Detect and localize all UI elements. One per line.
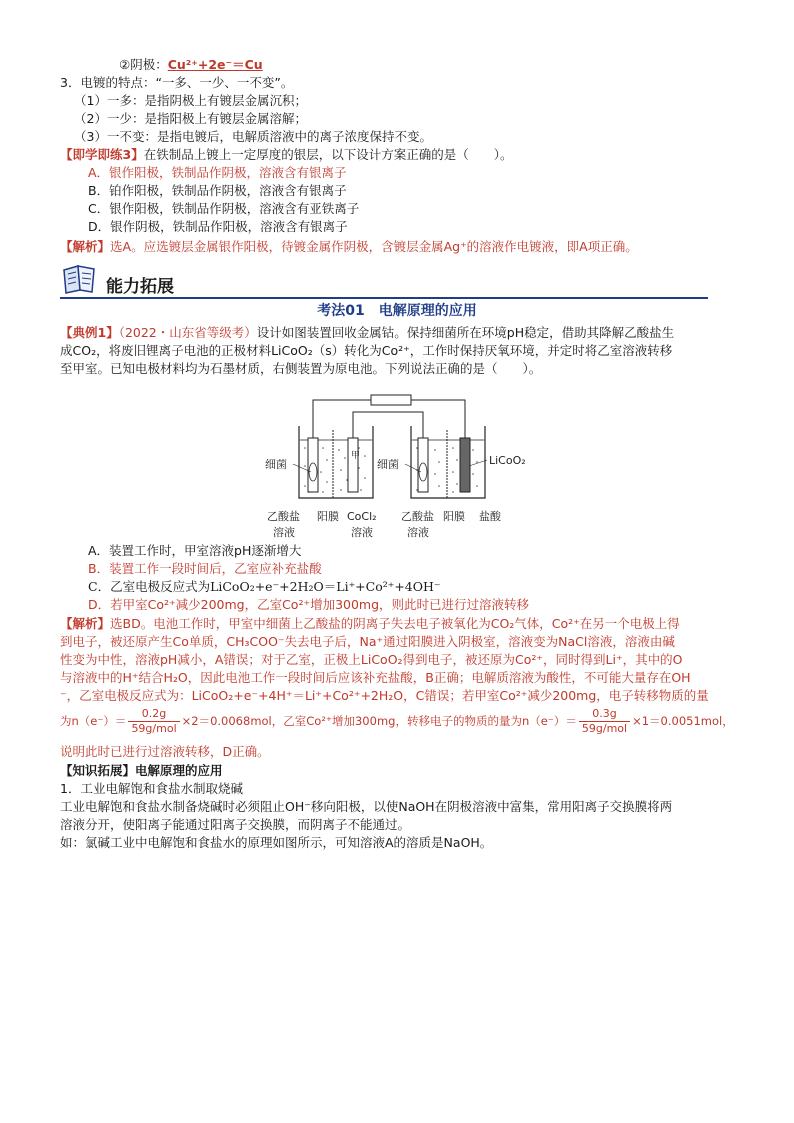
left-electrode-2 (348, 438, 361, 492)
knowledge-p3: 溶液分开，使阳离子能通过阳离子交换膜，而阴离子不能通过。 (60, 817, 411, 832)
exercise-option-d: D．银作阴极，铁制品作阳极，溶液含有银离子 (88, 219, 348, 234)
exercise-tag: 【即学即练3】 (60, 147, 144, 162)
example-stem-1: 设计如图装置回收金属钴。保持细菌所在环境pH稳定，借助其降解乙酸盐生 (256, 325, 675, 340)
solution-line-3: 性变为中性，溶液pH减小，A错误；对于乙室，正极上LiCoO₂得到电子，被还原为Co²⁺，同时得到Li⁺，其中的O (60, 652, 683, 667)
exercise-analysis-line (60, 238, 638, 256)
solution-line-5: ⁻，乙室电极反应式为：LiCoO₂+e⁻+4H⁺＝Li⁺+Co²⁺+2H₂O，C错误；若甲室Co²⁺减少200mg，电子转移物质的量 (60, 688, 709, 703)
feature-1: （1）一多：是指阴极上有镀层金属沉积； (74, 93, 307, 108)
exercise-stem: 在铁制品上镀上一定厚度的银层，以下设计方案正确的是（ ）。 (143, 147, 513, 162)
knowledge-title: 【知识拓展】电解原理的应用 (60, 763, 223, 778)
solution-line-2: 到电子，被还原产生Co单质，CH₃COO⁻失去电子后，Na⁺通过阳膜进入阴极室，溶液变为NaCl溶液，溶液由碱 (60, 634, 675, 649)
fraction-1-denominator: 59g/mol (131, 722, 177, 735)
resistor (371, 395, 411, 405)
label-membrane-right: 阳膜 (443, 510, 465, 523)
example-option-b: B．装置工作一段时间后，乙室应补充盐酸 (88, 561, 322, 576)
book-icon (60, 262, 100, 296)
fraction-2-numerator: 0.3g (579, 707, 630, 722)
solution-line-1 (60, 615, 680, 633)
exercise-option-b: B．铂作阳极，铁制品作阴极，溶液含有银离子 (88, 183, 347, 198)
label-membrane-left: 阳膜 (317, 510, 339, 523)
label-cocl2-solution: 溶液 (351, 526, 373, 539)
solution-text-1: 选BD。电池工作时，甲室中细菌上乙酸盐的阴离子失去电子被氧化为CO₂气体，Co²⁺在另一个电极上得 (110, 616, 680, 631)
example-tag: 【典例1】 (60, 325, 119, 340)
exercise-option-a: A．银作阳极，铁制品作阴极，溶液含有银离子 (88, 165, 347, 180)
fraction-1-numerator: 0.2g (128, 707, 179, 722)
section-title: 能力拓展 (106, 277, 174, 297)
section-divider (60, 297, 708, 299)
example-stem-line-3: 至甲室。已知电极材料均为石墨材质，右侧装置为原电池。下列说法正确的是（ ）。 (60, 361, 542, 376)
solution-line-6 (60, 705, 734, 737)
cathode-label: ②阴极： (119, 57, 168, 72)
solution-line-7: 说明此时已进行过溶液转移，D正确。 (60, 744, 270, 759)
solution-line-4: 与溶液中的H⁺结合H₂O，因此电池工作一段时间后应该补充盐酸，B正确；电解质溶液为酸性，不可能大量存在OH (60, 670, 691, 685)
example-stem-line-1 (60, 324, 674, 342)
label-acetate-right: 乙酸盐 (401, 510, 434, 523)
example-option-a: A．装置工作时，甲室溶液pH逐渐增大 (88, 543, 302, 558)
example-stem-line-2: 成CO₂，将废旧锂离子电池的正极材料LiCoO₂（s）转化为Co²⁺，工作时保持厌氧环境，并定时将乙室溶液转移 (60, 343, 673, 358)
electrolysis-apparatus-diagram (255, 386, 555, 542)
solution-text-6b: ×2＝0.0068mol，乙室Co²⁺增加300mg，转移电子的物质的量为n（e⁻）＝ (181, 714, 577, 728)
fraction-1 (128, 707, 179, 736)
example-source: （2022・山东省等级考） (118, 325, 257, 340)
example-option-d: D．若甲室Co²⁺减少200mg，乙室Co²⁺增加300mg，则此时已进行过溶液转移 (88, 597, 530, 612)
exercise-stem-line (60, 146, 512, 164)
fraction-2-denominator: 59g/mol (581, 722, 628, 735)
exercise-option-c: C．银作阳极，铁制品作阴极，溶液含有亚铁离子 (88, 201, 360, 216)
cathode-line (119, 56, 263, 74)
feature-2: （2）一少：是指阳极上有镀层金属溶解； (74, 111, 307, 126)
feature-title: 3．电镀的特点：“一多、一少、一不变”。 (60, 75, 294, 90)
label-acetate-left: 乙酸盐 (267, 510, 300, 523)
label-licoo2: LiCoO₂ (489, 454, 526, 467)
exercise-analysis-tag: 【解析】 (60, 239, 111, 254)
knowledge-p4: 如：氯碱工业中电解饱和食盐水的原理如图所示，可知溶液A的溶质是NaOH。 (60, 835, 493, 850)
solution-text-6a: 为n（e⁻）＝ (60, 714, 127, 728)
solution-text-6c: ×1＝0.0051mol， (632, 714, 734, 728)
exercise-analysis: 选A。应选镀层金属银作阳极，待镀金属作阴极，含镀层金属Ag⁺的溶液作电镀液，即A项正确。 (110, 239, 638, 254)
label-solution-right: 溶液 (407, 526, 429, 539)
knowledge-p2: 工业电解饱和食盐水制备烧碱时必须阻止OH⁻移向阳极，以使NaOH在阴极溶液中富集，常用阳离子交换膜将两 (60, 799, 673, 814)
label-cocl2: CoCl₂ (347, 510, 377, 523)
solution-tag: 【解析】 (60, 616, 111, 631)
right-electrode-licoo2 (460, 438, 470, 492)
example-option-c: C．乙室电极反应式为LiCoO₂+e⁻+2H₂O＝Li⁺+Co²⁺+4OH⁻ (88, 579, 441, 594)
label-hcl: 盐酸 (479, 510, 501, 523)
feature-3: （3）一不变：是指电镀后，电解质溶液中的离子浓度保持不变。 (74, 129, 432, 144)
label-solution-left: 溶液 (273, 526, 295, 539)
label-jia: 甲 (351, 451, 361, 461)
section-subtitle: 考法01 电解原理的应用 (317, 303, 477, 319)
knowledge-p1: 1．工业电解饱和食盐水制取烧碱 (60, 781, 243, 796)
label-bacteria-right: 细菌 (377, 458, 399, 471)
fraction-2 (579, 707, 630, 736)
label-bacteria-left: 细菌 (265, 458, 287, 471)
cathode-equation: Cu²⁺+2e⁻＝Cu (167, 57, 263, 72)
